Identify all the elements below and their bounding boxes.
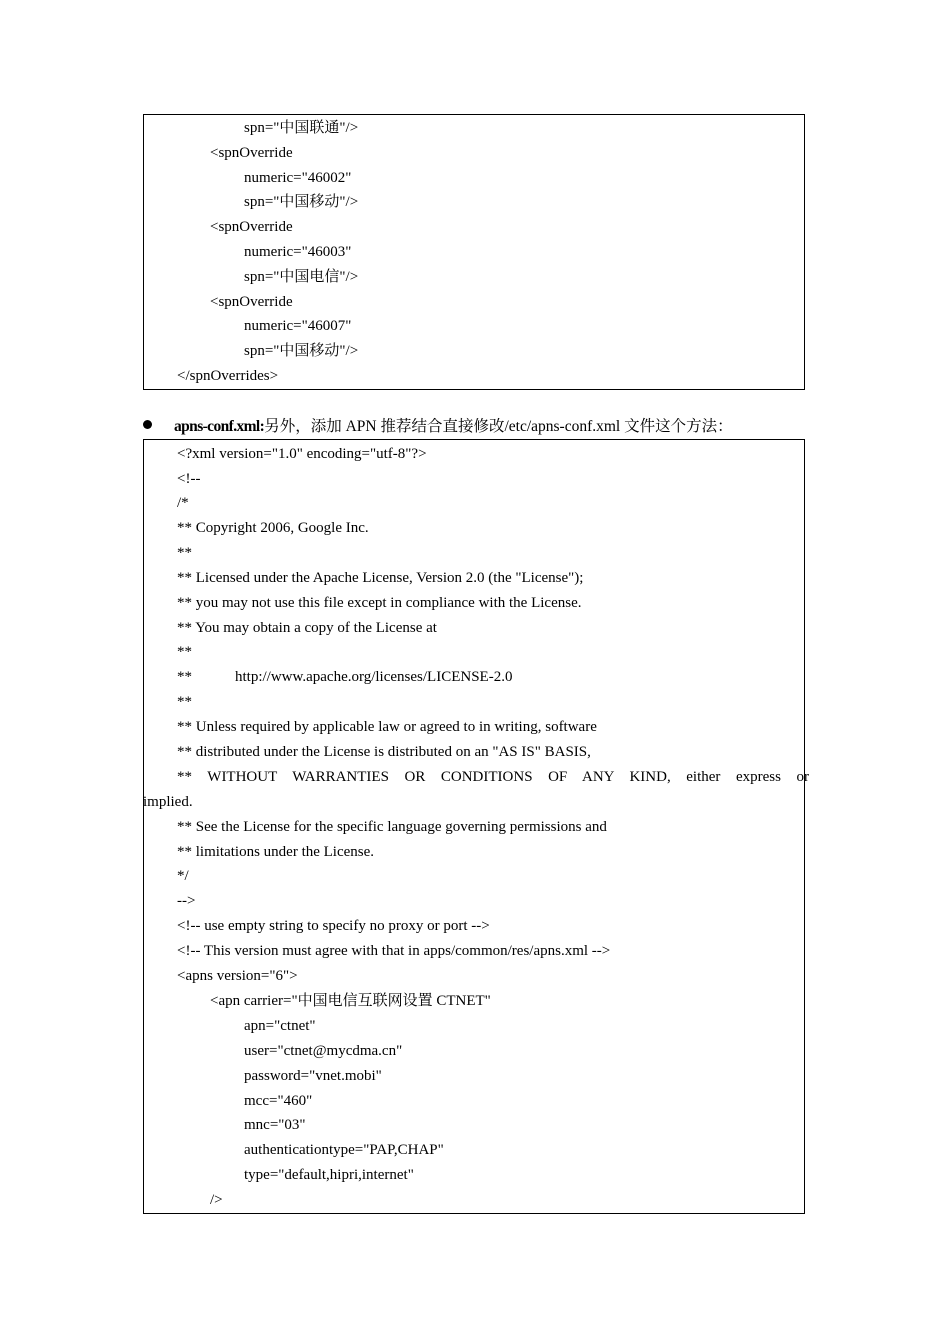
code-line: implied. xyxy=(143,794,193,810)
code-line: authenticationtype="PAP,CHAP" xyxy=(244,1142,444,1158)
code-line: spn="中国电信"/> xyxy=(244,269,359,285)
code-line: password="vnet.mobi" xyxy=(244,1068,382,1084)
code-line: ** xyxy=(177,694,192,710)
bullet-text: 另外，添加 APN 推荐结合直接修改/etc/apns-conf.xml 文件这个方法： xyxy=(264,418,733,435)
code-line: mnc="03" xyxy=(244,1117,306,1133)
code-line: <spnOverride xyxy=(210,145,293,161)
code-line: numeric="46002" xyxy=(244,170,352,186)
code-line: <apn carrier="中国电信互联网设置 CTNET" xyxy=(210,993,491,1009)
code-line: numeric="46007" xyxy=(244,318,352,334)
code-line: <spnOverride xyxy=(210,294,293,310)
license-url: http://www.apache.org/licenses/LICENSE-2.0 xyxy=(235,669,513,685)
bullet-label: apns-conf.xml: xyxy=(174,418,265,435)
code-line: /> xyxy=(210,1192,223,1208)
code-line: ** See the License for the specific language governing permissions and xyxy=(177,819,607,835)
bullet-icon xyxy=(143,420,152,429)
code-line: spn="中国移动"/> xyxy=(244,194,359,210)
code-line: --> xyxy=(177,893,196,909)
code-line: <!-- use empty string to specify no proxy or port --> xyxy=(177,918,490,934)
code-line: ** You may obtain a copy of the License at xyxy=(177,620,437,636)
code-line: ** you may not use this file except in compliance with the License. xyxy=(177,595,582,611)
code-line: ** xyxy=(177,669,192,685)
code-line: ** Copyright 2006, Google Inc. xyxy=(177,520,369,536)
bullet-paragraph xyxy=(143,417,733,437)
code-line: ** limitations under the License. xyxy=(177,844,375,860)
code-line: ** xyxy=(177,644,192,660)
code-line: numeric="46003" xyxy=(244,244,352,260)
code-line: <!-- xyxy=(177,471,201,487)
code-line: mcc="460" xyxy=(244,1093,313,1109)
code-line: apn="ctnet" xyxy=(244,1018,316,1034)
code-line: ** xyxy=(177,545,192,561)
code-line: type="default,hipri,internet" xyxy=(244,1167,414,1183)
code-line: </spnOverrides> xyxy=(177,368,279,384)
code-line: */ xyxy=(177,868,189,884)
code-line: /* xyxy=(177,495,189,511)
code-line: <spnOverride xyxy=(210,219,293,235)
code-line: spn="中国移动"/> xyxy=(244,343,359,359)
code-line-justified: ** WITHOUT WARRANTIES OR CONDITIONS OF ANY KIND, either express or xyxy=(177,769,809,785)
code-line: user="ctnet@mycdma.cn" xyxy=(244,1043,403,1059)
code-line: <?xml version="1.0" encoding="utf-8"?> xyxy=(177,446,427,462)
code-line: ** Licensed under the Apache License, Version 2.0 (the "License"); xyxy=(177,570,584,586)
code-line: ** Unless required by applicable law or agreed to in writing, software xyxy=(177,719,597,735)
code-line: <!-- This version must agree with that in apps/common/res/apns.xml --> xyxy=(177,943,611,959)
code-line: ** distributed under the License is distributed on an "AS IS" BASIS, xyxy=(177,744,591,760)
code-line: spn="中国联通"/> xyxy=(244,120,359,136)
code-line: <apns version="6"> xyxy=(177,968,298,984)
